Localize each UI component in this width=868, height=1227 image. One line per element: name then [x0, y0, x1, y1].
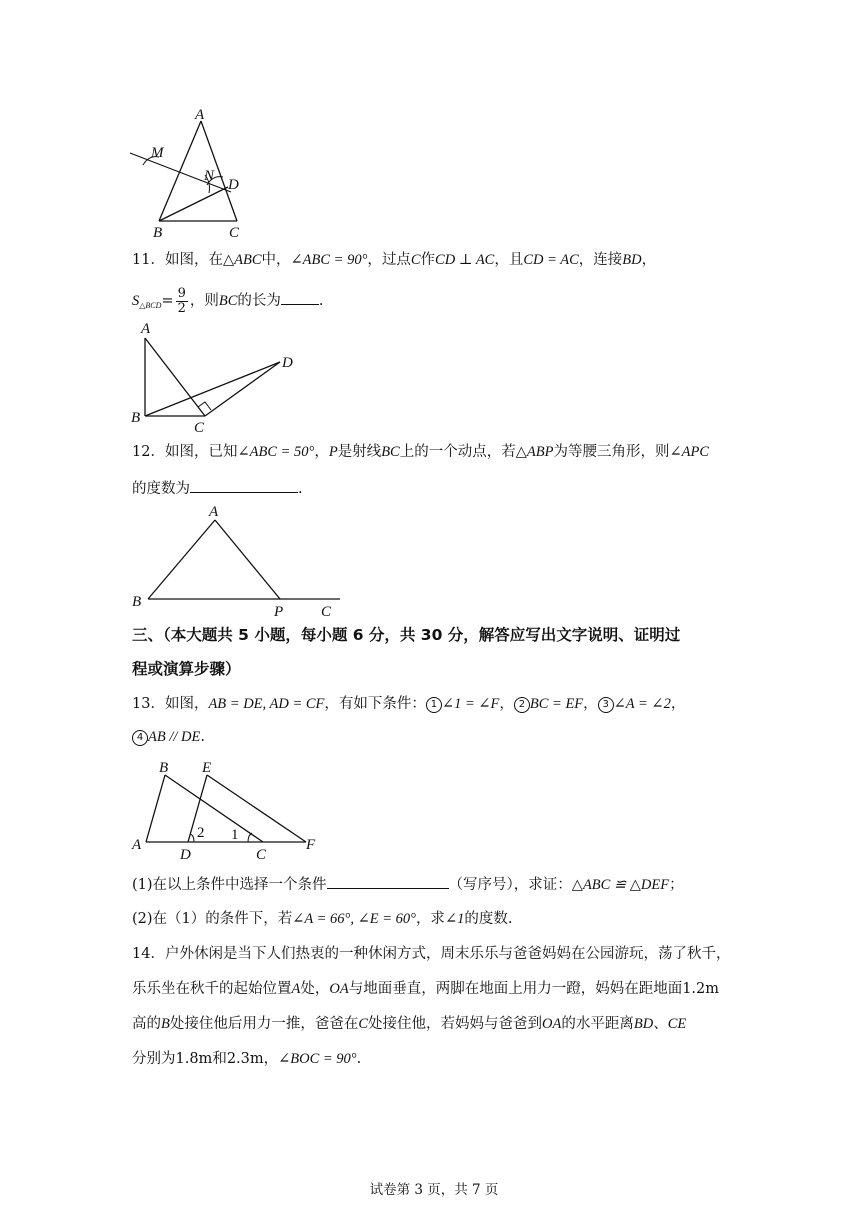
label-C: C [194, 420, 205, 436]
label-B: B [131, 410, 141, 426]
q13-part2: (2)在（1）的条件下，若∠A = 66°, ∠E = 60°，求∠1的度数. [132, 911, 513, 927]
q12-line1: 12．如图，已知∠ABC = 50°，P是射线BC上的一个动点，若△ABP为等腰三角形，则∠APC [132, 444, 709, 460]
label-F: F [306, 837, 316, 853]
label-M: M [151, 145, 164, 161]
q11-line2: $S_{\triangle BCD}=$ $\frac{9}{2}$ ，则BC的长为 . [132, 285, 324, 316]
circled-1: 1 [426, 697, 442, 713]
label-B: B [132, 594, 142, 610]
page-footer: 试卷第 3 页，共 7 页 [369, 1182, 499, 1198]
figure-q13 [128, 755, 328, 867]
label-C: C [229, 225, 240, 240]
label-E: E [202, 760, 212, 776]
label-B: B [159, 760, 169, 776]
q14-line4: 分别为1.8m和2.3m，∠BOC = 90°. [132, 1051, 362, 1067]
label-A: A [141, 321, 151, 337]
q13-line2: 4 AB // DE. [132, 727, 205, 747]
circled-4: 4 [132, 730, 148, 746]
label-D: D [282, 355, 293, 371]
label-N: N [204, 168, 215, 184]
q12-line2: 的度数为 . [132, 478, 303, 499]
label-angle-2: 2 [197, 825, 205, 841]
label-P: P [274, 604, 284, 620]
q11-line1: 11．如图，在△ABC中，∠ABC = 90°，过点C作CD ⊥ AC，且CD = AC，连接BD， [132, 252, 657, 268]
q14-line3: 高的B处接住他后用力一推，爸爸在C处接住他，若妈妈与爸爸到OA的水平距离BD、CE [132, 1016, 687, 1032]
section3-heading-line1: 三、（本大题共 5 小题，每小题 6 分，共 30 分，解答应写出文字说明、证明过 [132, 626, 681, 644]
q14-line2: 乐乐坐在秋千的起始位置A处，OA与地面垂直，两脚在地面上用力一蹬，妈妈在距地面1.2m [132, 981, 720, 997]
figure-q10 [125, 105, 265, 240]
answer-blank-q13[interactable] [327, 874, 449, 889]
circled-3: 3 [598, 697, 614, 713]
label-D: D [180, 847, 191, 863]
label-C: C [321, 604, 332, 620]
q13-part1: (1)在以上条件中选择一个条件 （写序号），求证：△ABC ≌ △DEF； [132, 874, 684, 895]
label-angle-1: 1 [231, 827, 239, 843]
fraction-9-2: $\frac{9}{2}$ [177, 285, 186, 316]
label-B: B [153, 225, 163, 240]
label-A: A [132, 837, 142, 853]
figure-q12 [128, 500, 348, 620]
label-C: C [256, 847, 267, 863]
label-D: D [228, 177, 239, 193]
section3-heading-line2: 程或演算步骤） [132, 660, 241, 678]
answer-blank-q12[interactable] [190, 478, 298, 493]
figure-q11 [128, 318, 303, 436]
label-A: A [195, 107, 205, 123]
q13-line1: 13．如图，AB = DE, AD = CF，有如下条件： 1 ∠1 = ∠F， 2 BC = EF， 3 ∠A = ∠2， [132, 696, 686, 712]
q14-line1: 14．户外休闲是当下人们热衷的一种休闲方式，周末乐乐与爸爸妈妈在公园游玩，荡了秋千， [132, 946, 731, 962]
circled-2: 2 [514, 697, 530, 713]
label-A: A [209, 504, 219, 520]
answer-blank-q11[interactable] [281, 290, 319, 305]
